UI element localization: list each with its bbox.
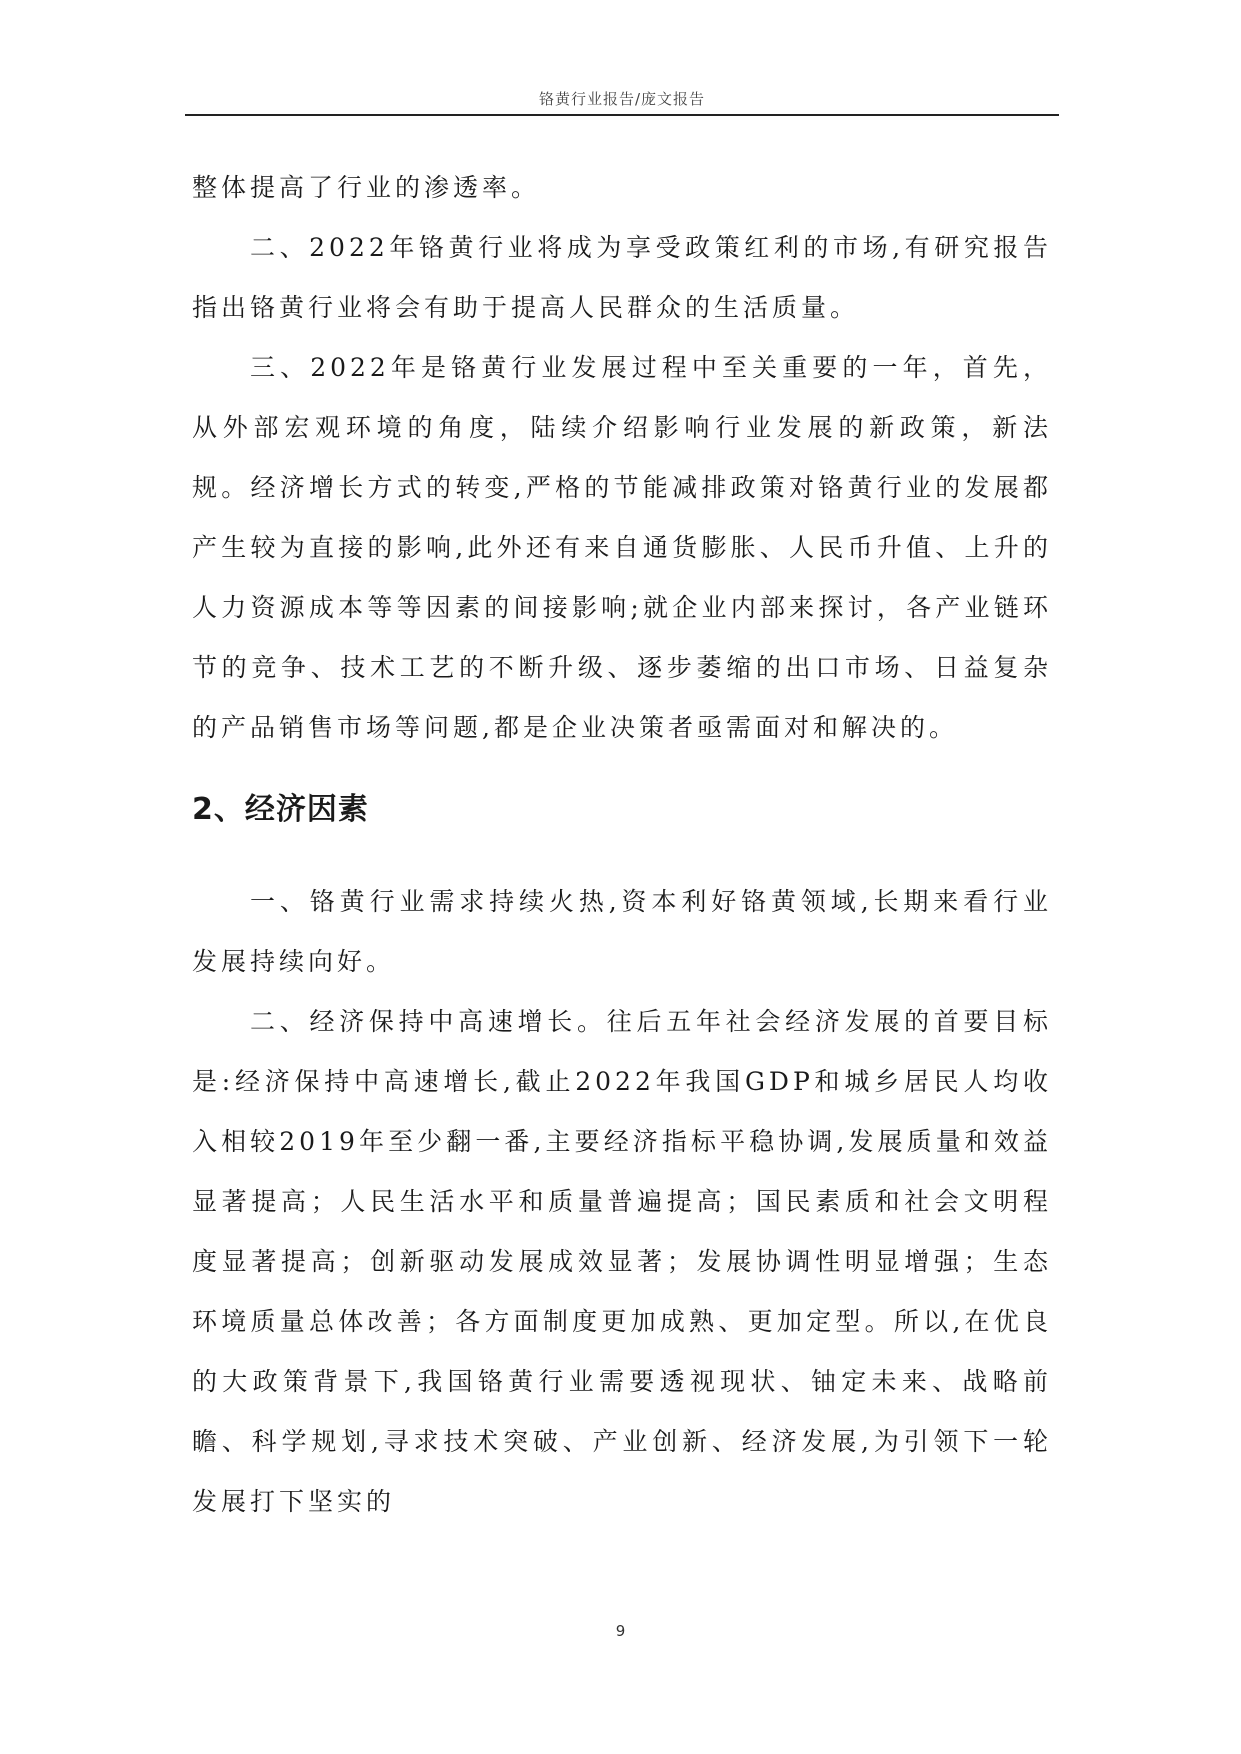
paragraph-policy-dividend: 二、2022年铬黄行业将成为享受政策红利的市场,有研究报告指出铬黄行业将会有助于提高人民群众的生活质量。 <box>192 233 1052 322</box>
page-body <box>192 158 1052 1532</box>
header-rule <box>185 114 1059 116</box>
page-number: 9 <box>615 1622 626 1640</box>
running-header: 铬黄行业报告/庞文报告 <box>538 90 706 108</box>
paragraph-continuation: 整体提高了行业的渗透率。 <box>192 173 541 202</box>
paragraph-key-year: 三、2022年是铬黄行业发展过程中至关重要的一年，首先，从外部宏观环境的角度，陆续介绍影响行业发展的新政策，新法规。经济增长方式的转变,严格的节能减排政策对铬黄行业的发展都产生较为直接的影响,此外还有来自通货膨胀、人民币升值、上升的人力资源成本等等因素的间接影响;就企业内部来探讨，各产业链环节的竞争、技术工艺的不断升级、逐步萎缩的出口市场、日益复杂的产品销售市场等问题,都是企业决策者亟需面对和解决的。 <box>192 353 1052 742</box>
section-heading-economic-factors: 2、经济因素 <box>192 792 369 827</box>
paragraph-demand: 一、铬黄行业需求持续火热,资本利好铬黄领域,长期来看行业发展持续向好。 <box>192 887 1052 976</box>
paragraph-economic-growth: 二、经济保持中高速增长。往后五年社会经济发展的首要目标是:经济保持中高速增长,截止2022年我国GDP和城乡居民人均收入相较2019年至少翻一番,主要经济指标平稳协调,发展质量和效益显著提高；人民生活水平和质量普遍提高；国民素质和社会文明程度显著提高；创新驱动发展成效显著；发展协调性明显增强；生态环境质量总体改善；各方面制度更加成熟、更加定型。所以,在优良的大政策背景下,我国铬黄行业需要透视现状、铀定未来、战略前瞻、科学规划,寻求技术突破、产业创新、经济发展,为引领下一轮发展打下坚实的 <box>192 1007 1052 1516</box>
